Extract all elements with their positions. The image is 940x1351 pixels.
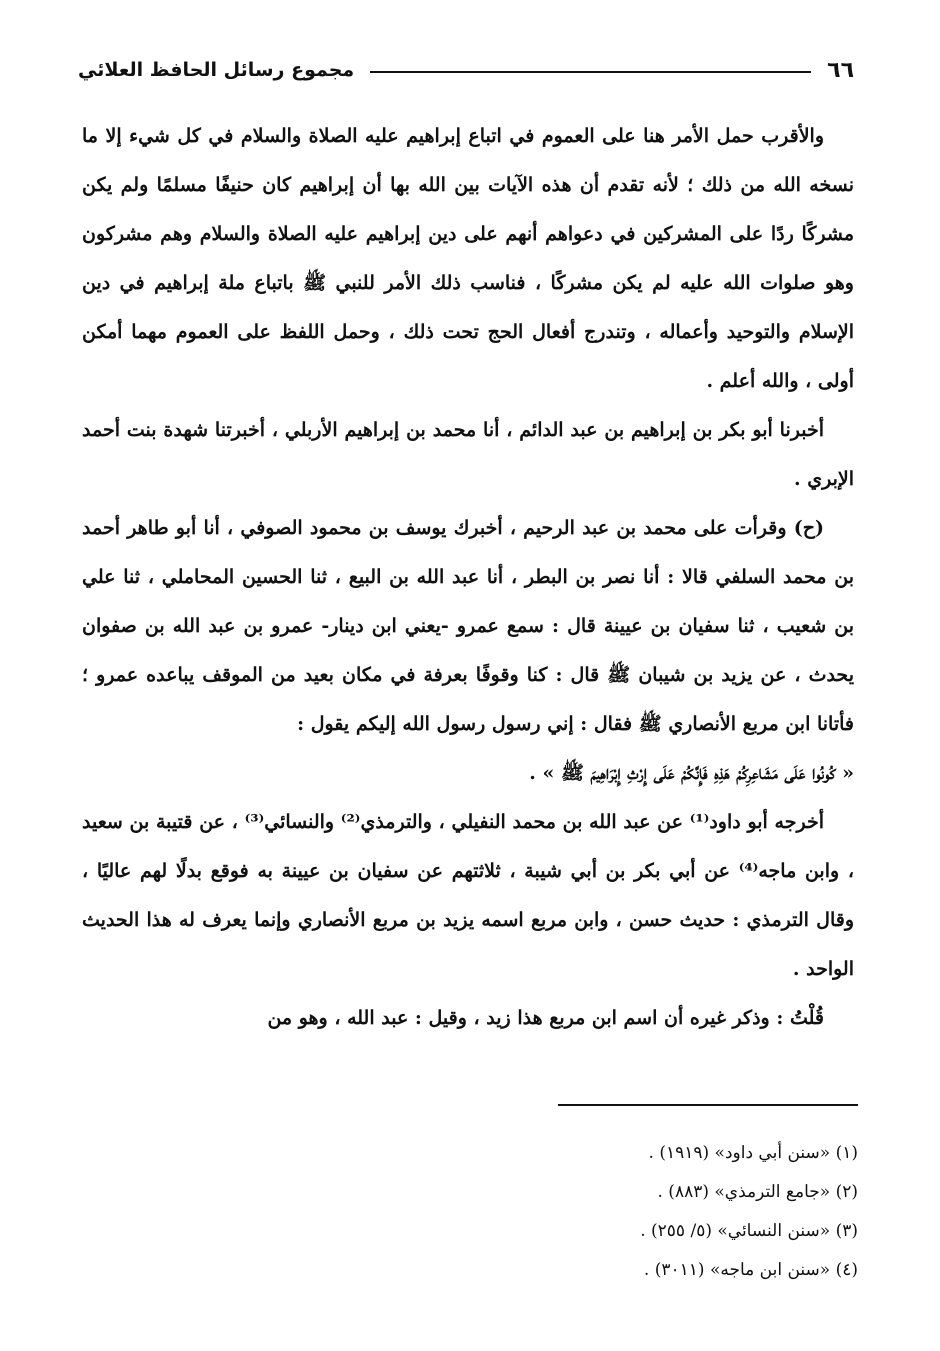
- running-title: مجموع رسائل الحافظ العلائي: [78, 59, 355, 81]
- paragraph-5: قُلْتُ : وذكر غيره أن اسم ابن مربع هذا زيد ، وقيل : عبد الله ، وهو من: [267, 1007, 824, 1029]
- footnote-3: (٣) «سنن النسائي» (٥/ ٢٥٥) .: [640, 1221, 858, 1241]
- header-rule: [370, 71, 811, 73]
- paragraph-1: والأقرب حمل الأمر هنا على العموم في اتباع إبراهيم عليه الصلاة والسلام في كل شيء إلا ما نسخه الله من ذلك ؛ لأنه تقدم أن هذه الآيات بين الله بها أن إبراهيم كان حنيفًا مسلمًا ولم يكن مشركًا ردًا على المشركين في دعواهم أنهم على دين إبراهيم عليه الصلاة والسلام وهم مشركون وهو صلوات الله عليه لم يكن مشركًا ، فناسب ذلك الأمر للنبي ﷺ باتباع ملة إبراهيم في دين الإسلام والتوحيد وأعماله ، وتندرج أفعال الحج تحت ذلك ، وحمل اللفظ على العموم مهما أمكن أولى ، والله أعلم .: [82, 125, 855, 392]
- footnotes: [86, 1134, 858, 1290]
- page-number: ٦٦: [827, 57, 854, 83]
- paragraph-2: أخبرنا أبو بكر بن إبراهيم بن عبد الدائم ، أنا محمد بن إبراهيم الأربلي ، أخبرتنا شهدة بنت أحمد الإبري .: [82, 419, 854, 490]
- footnote-1: (١) «سنن أبي داود» (١٩١٩) .: [648, 1143, 858, 1163]
- main-text: [82, 112, 854, 1043]
- hadith-quote: « كُونُوا عَلَى مَشَاعِرِكُمْ هَذِهِ فَإِنَّكُمْ عَلَى إِرْثِ إِبْرَاهِيمَ ﷺ » .: [529, 762, 854, 784]
- paragraph-4: أخرجه أبو داود⁽¹⁾ عن عبد الله بن محمد النفيلي ، والترمذي⁽²⁾ والنسائي⁽³⁾ ، عن قتيبة بن سعيد ، وابن ماجه⁽⁴⁾ عن أبي بكر بن أبي شيبة ، ثلاثتهم عن سفيان بن عيينة به فوقع بدلًا لهم عاليًا ، وقال الترمذي : حديث حسن ، وابن مربع اسمه يزيد بن مربع الأنصاري وإنما يعرف له هذا الحديث الواحد .: [82, 811, 855, 980]
- footnote-rule: [558, 1104, 858, 1106]
- page-header: [78, 50, 854, 90]
- footnote-2: (٢) «جامع الترمذي» (٨٨٣) .: [657, 1182, 858, 1202]
- footnote-4: (٤) «سنن ابن ماجه» (٣٠١١) .: [643, 1260, 858, 1280]
- paragraph-3: (ح) وقرأت على محمد بن عبد الرحيم ، أخبرك يوسف بن محمود الصوفي ، أنا أبو طاهر أحمد بن محمد السلفي قالا : أنا نصر بن البطر ، أنا عبد الله بن البيع ، ثنا الحسين المحاملي ، ثنا علي بن شعيب ، ثنا سفيان بن عيينة قال : سمع عمرو -يعني ابن دينار- عمرو بن عبد الله بن صفوان يحدث ، عن يزيد بن شيبان ﷺ قال : كنا وقوفًا بعرفة في مكان بعيد من الموقف يباعده عمرو ؛ فأتانا ابن مربع الأنصاري ﷺ فقال : إني رسول رسول الله إليكم يقول :: [82, 517, 854, 735]
